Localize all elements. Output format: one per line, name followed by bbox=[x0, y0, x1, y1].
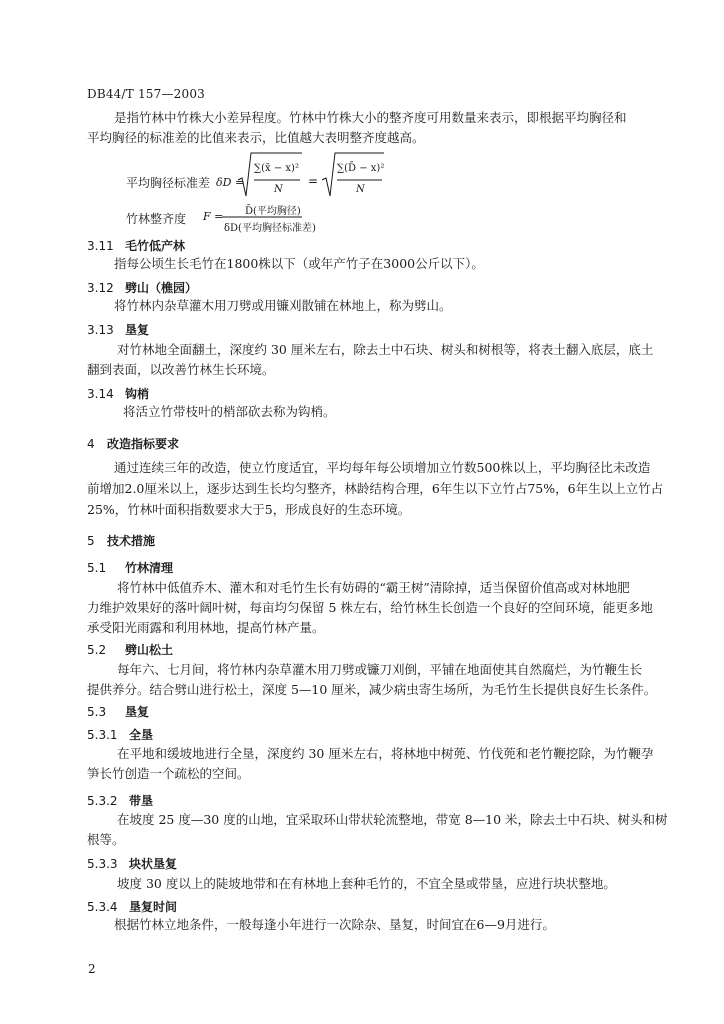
section-5-3-4-line-1: 根据竹林立地条件，一般每逢小年进行一次除杂、垦复，时间宜在6—9月进行。 bbox=[114, 917, 555, 932]
section-4-title: 改造指标要求 bbox=[107, 437, 180, 451]
section-4-number: 4 bbox=[87, 437, 95, 451]
section-5-number: 5 bbox=[87, 534, 95, 548]
section-3-13-heading bbox=[87, 321, 149, 338]
section-5-3-1-line-2: 笋长竹创造一个疏松的空间。 bbox=[87, 766, 250, 781]
section-3-11-body: 指每公顷生长毛竹在1800株以下（或年产竹子在3000公斤以下）。 bbox=[114, 256, 484, 271]
section-5-3-2-heading bbox=[87, 792, 153, 809]
section-5-3-title: 垦复 bbox=[125, 705, 150, 719]
formula1-numerator-1: ∑(x̄ − x)² bbox=[254, 163, 299, 174]
section-3-11-title: 毛竹低产林 bbox=[125, 239, 186, 253]
section-5-3-1-title: 全垦 bbox=[129, 728, 154, 742]
section-5-2-heading bbox=[87, 641, 173, 658]
section-5-1-title: 竹林清理 bbox=[125, 561, 174, 575]
section-3-13-line-1: 对竹林地全面翻土，深度约 30 厘米左右，除去土中石块、树头和树根等，将表土翻入底层，底土 bbox=[117, 342, 654, 357]
page-number: 2 bbox=[88, 962, 96, 976]
section-5-3-3-heading bbox=[87, 855, 177, 872]
section-3-11-heading bbox=[87, 237, 185, 254]
section-5-3-1-heading bbox=[87, 726, 153, 743]
section-5-3-3-line-1: 坡度 30 度以上的陡坡地带和在有林地上套种毛竹的，不宜全垦或带垦，应进行块状整地。 bbox=[117, 876, 616, 891]
section-5-1-line-2: 力维护效果好的落叶阔叶树，每亩均匀保留 5 株左右，给竹林生长创造一个良好的空间环境，能更多地 bbox=[87, 600, 653, 615]
section-3-12-title: 劈山（樵园） bbox=[125, 281, 198, 295]
section-5-2-title: 劈山松土 bbox=[125, 643, 174, 657]
section-5-1-line-3: 承受阳光雨露和利用林地，提高竹林产量。 bbox=[87, 620, 325, 635]
formula1-equals: = bbox=[308, 174, 319, 188]
section-5-3-3-number: 5.3.3 bbox=[87, 857, 118, 871]
formula2-lhs: F = bbox=[203, 210, 224, 223]
section-3-12-heading bbox=[87, 279, 197, 296]
section-5-3-2-line-2: 根等。 bbox=[87, 832, 125, 847]
formula1-denominator-2: N bbox=[356, 184, 365, 195]
section-5-3-2-number: 5.3.2 bbox=[87, 794, 118, 808]
section-5-3-2-line-1: 在坡度 25 度—30 度的山地，宜采取环山带状轮流整地，带宽 8—10 米，除去土中石块、树头和树 bbox=[117, 812, 668, 827]
section-5-1-heading bbox=[87, 559, 173, 576]
section-3-14-body: 将活立竹带枝叶的梢部砍去称为钩梢。 bbox=[123, 404, 336, 419]
section-5-3-number: 5.3 bbox=[87, 705, 107, 719]
section-3-11-number: 3.11 bbox=[87, 239, 114, 253]
section-3-14-number: 3.14 bbox=[87, 387, 114, 401]
section-3-13-number: 3.13 bbox=[87, 323, 114, 337]
formula1-label: 平均胸径标准差 bbox=[126, 176, 211, 190]
section-3-14-heading bbox=[87, 385, 149, 402]
intro-line-2: 平均胸径的标准差的比值来表示，比值越大表明整齐度越高。 bbox=[87, 130, 425, 145]
section-4-line-2: 前增加2.0厘米以上，逐步达到生长均匀整齐，林龄结构合理，6年生以下立竹占75%，6年生以上立竹占 bbox=[87, 481, 664, 496]
section-4-heading bbox=[87, 435, 179, 452]
intro-line-1: 是指竹林中竹株大小差异程度。竹林中竹株大小的整齐度可用数量来表示，即根据平均胸径和 bbox=[114, 110, 627, 125]
formula2-label: 竹林整齐度 bbox=[126, 212, 187, 226]
section-4-line-1: 通过连续三年的改造，使立竹度适宜，平均每年每公顷增加立竹数500株以上，平均胸径比未改造 bbox=[114, 460, 651, 475]
section-3-12-number: 3.12 bbox=[87, 281, 114, 295]
formula2-numerator: D̄(平均胸径) bbox=[245, 206, 301, 217]
formula1-numerator-2: ∑(D̄ − x)² bbox=[337, 163, 385, 174]
formula1-lhs: δD = bbox=[216, 176, 245, 189]
document-code: DB44/T 157—2003 bbox=[87, 87, 206, 101]
section-5-2-line-1: 每年六、七月间，将竹林内杂草灌木用刀劈或镰刀刈倒，平铺在地面使其自然腐烂，为竹鞭生长 bbox=[117, 662, 643, 677]
formula2-denominator: δD(平均胸径标准差) bbox=[224, 223, 316, 234]
section-5-1-number: 5.1 bbox=[87, 561, 107, 575]
formula1-denominator-1: N bbox=[274, 184, 283, 195]
section-3-13-title: 垦复 bbox=[125, 323, 150, 337]
section-3-12-body: 将竹林内杂草灌木用刀劈或用镰刈散铺在林地上，称为劈山。 bbox=[114, 298, 452, 313]
section-5-title: 技术措施 bbox=[107, 534, 156, 548]
section-5-3-1-line-1: 在平地和缓坡地进行全垦，深度约 30 厘米左右，将林地中树蔸、竹伐蔸和老竹鞭挖除，为竹鞭孕 bbox=[117, 746, 654, 761]
section-5-3-3-title: 块状垦复 bbox=[129, 857, 178, 871]
section-5-3-1-number: 5.3.1 bbox=[87, 728, 118, 742]
section-5-3-4-heading bbox=[87, 898, 177, 915]
section-3-13-line-2: 翻到表面，以改善竹林生长环境。 bbox=[87, 362, 275, 377]
section-3-14-title: 钩梢 bbox=[125, 387, 150, 401]
section-5-3-2-title: 带垦 bbox=[129, 794, 154, 808]
section-5-heading bbox=[87, 532, 155, 549]
section-5-3-heading bbox=[87, 703, 149, 720]
section-5-1-line-1: 将竹林中低值乔木、灌木和对毛竹生长有妨碍的“霸王树”清除掉，适当保留价值高或对林地肥 bbox=[117, 580, 630, 595]
section-5-2-number: 5.2 bbox=[87, 643, 107, 657]
section-4-line-3: 25%，竹林叶面积指数要求大于5，形成良好的生态环境。 bbox=[87, 502, 411, 517]
section-5-3-4-number: 5.3.4 bbox=[87, 900, 118, 914]
section-5-3-4-title: 垦复时间 bbox=[129, 900, 178, 914]
section-5-2-line-2: 提供养分。结合劈山进行松土，深度 5—10 厘米，减少病虫寄生场所，为毛竹生长提供良好生长条件。 bbox=[87, 682, 657, 697]
